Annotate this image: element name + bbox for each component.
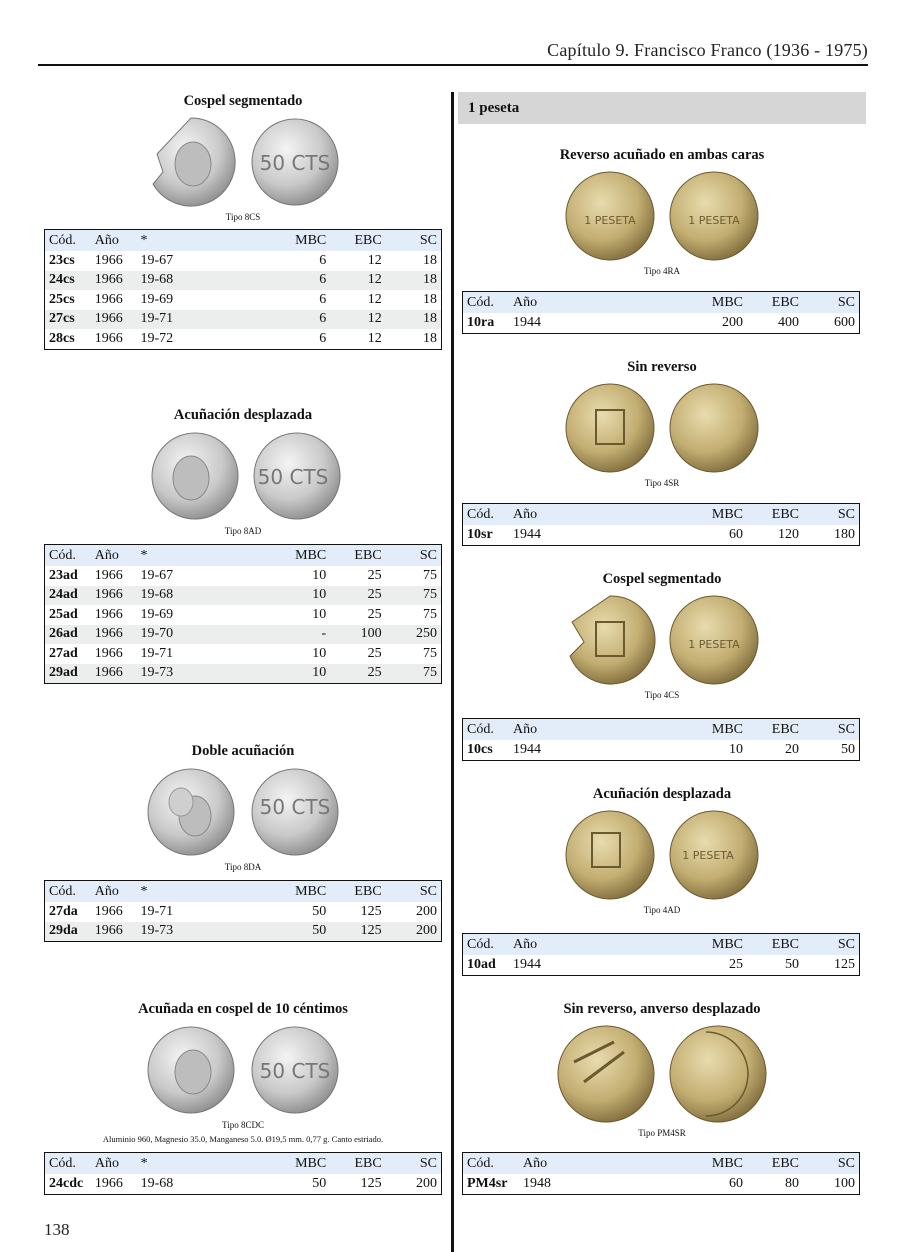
code-cell: PM4sr <box>467 1175 508 1191</box>
mbc-cell: 200 <box>722 314 743 330</box>
section-title: Acuñada en cospel de 10 céntimos <box>138 1001 348 1017</box>
chapter-title: Capítulo 9. Francisco Franco (1936 - 1975) <box>547 40 868 60</box>
coin-reverse-image <box>666 807 762 903</box>
section-title: Sin reverso, anverso desplazado <box>563 1001 761 1017</box>
table-row <box>45 271 442 291</box>
col-header-code: Cód. <box>463 934 510 956</box>
mbc-cell: 10 <box>312 645 327 661</box>
col-header-code: Cód. <box>463 504 510 526</box>
col-header-year: Año <box>91 881 137 903</box>
col-header-year: Año <box>509 934 697 956</box>
code-cell: 29ad <box>45 664 91 684</box>
year-cell: 1944 <box>513 526 541 542</box>
col-header-ebc: EBC <box>330 881 385 903</box>
col-header-sc: SC <box>386 1153 442 1175</box>
coin-type-label: Tipo 8AD <box>224 526 262 536</box>
code-cell: 24cs <box>45 271 91 291</box>
table-row <box>45 644 442 664</box>
section-title: Cospel segmentado <box>183 93 303 109</box>
table-row <box>45 664 442 684</box>
col-header-year: Año <box>91 545 137 567</box>
mbc-cell: 6 <box>319 291 327 307</box>
price-table-sr <box>462 503 860 546</box>
coin-spec: Aluminio 960, Magnesio 35.0, Manganeso 5.0. Ø19,5 mm. 0,77 g. Canto estriado. <box>102 1134 384 1144</box>
price-table-cs <box>44 229 442 350</box>
column-divider <box>451 92 454 1252</box>
ebc-cell: 12 <box>367 291 382 307</box>
coin-images <box>462 592 862 688</box>
star-cell: 19-73 <box>136 664 291 684</box>
sc-cell: 75 <box>423 606 437 622</box>
ebc-cell: 12 <box>367 330 382 346</box>
code-cell: 24cdc <box>49 1175 84 1191</box>
sc-cell: 18 <box>423 252 437 268</box>
year-cell: 1966 <box>94 252 123 268</box>
coin-obverse-image <box>562 807 658 903</box>
col-header-sc: SC <box>803 1153 860 1175</box>
coin-obverse-image <box>562 168 658 264</box>
table-row <box>45 605 442 625</box>
price-table-cdc <box>44 1152 442 1195</box>
col-header-year: Año <box>509 292 697 314</box>
star-cell: 19-69 <box>140 291 174 307</box>
code-cell: 25cs <box>49 291 75 307</box>
ebc-cell: 25 <box>330 664 385 684</box>
col-header-code: Cód. <box>45 545 91 567</box>
star-cell: 19-68 <box>140 1175 174 1191</box>
ebc-cell: 20 <box>785 741 799 757</box>
coin-obverse-image <box>143 114 239 210</box>
section-title: Acuñación desplazada <box>173 407 313 423</box>
col-header-mbc: MBC <box>697 719 747 741</box>
coin-legend: 50 CTS <box>259 1059 331 1083</box>
mbc-cell: 6 <box>319 330 327 346</box>
sc-cell: 100 <box>834 1175 855 1191</box>
sc-cell: 75 <box>386 586 442 606</box>
coin-reverse-image <box>666 592 762 688</box>
star-cell: 19-71 <box>140 645 174 661</box>
year-cell: 1966 <box>91 625 137 645</box>
col-header-sc: SC <box>386 881 442 903</box>
code-cell: 24ad <box>45 586 91 606</box>
coin-type-label: Tipo 8CS <box>225 212 261 222</box>
col-header-mbc: MBC <box>697 934 747 956</box>
year-cell: 1966 <box>94 330 123 346</box>
mbc-cell: 10 <box>729 741 743 757</box>
mbc-cell: 60 <box>729 1175 743 1191</box>
star-cell: 19-71 <box>136 310 291 330</box>
coin-images <box>462 807 862 903</box>
code-cell: 27cs <box>45 310 91 330</box>
ebc-cell: 120 <box>778 526 799 542</box>
mbc-cell: 10 <box>312 567 327 583</box>
sc-cell: 18 <box>423 330 437 346</box>
sc-cell: 18 <box>386 310 442 330</box>
coin-type-label: Tipo 4AD <box>643 905 681 915</box>
mbc-cell: 50 <box>312 903 327 919</box>
coin-type-label: Tipo 4CS <box>644 690 680 700</box>
coin-reverse-image <box>247 114 343 210</box>
col-header-year: Año <box>509 504 697 526</box>
sc-cell: 18 <box>386 271 442 291</box>
table-row <box>45 625 442 645</box>
coin-obverse-image <box>143 764 239 860</box>
col-header-sc: SC <box>386 545 442 567</box>
year-cell: 1966 <box>91 271 137 291</box>
code-cell: 27ad <box>49 645 78 661</box>
table-row <box>463 525 860 545</box>
col-header-sc: SC <box>803 504 860 526</box>
coin-reverse-image <box>666 168 762 264</box>
col-header-code: Cód. <box>45 881 91 903</box>
price-table-pm4sr <box>462 1152 860 1195</box>
year-cell: 1966 <box>94 606 123 622</box>
col-header-ebc: EBC <box>747 504 803 526</box>
coin-obverse-image <box>554 1022 658 1126</box>
coin-legend: 50 CTS <box>257 465 329 489</box>
sc-cell: 250 <box>386 625 442 645</box>
mbc-cell: 10 <box>291 664 330 684</box>
code-cell: 25ad <box>49 606 78 622</box>
price-table-ad <box>44 544 442 684</box>
year-cell: 1944 <box>513 956 541 972</box>
table-row <box>45 251 442 271</box>
col-header-ebc: EBC <box>747 292 803 314</box>
col-header-sc: SC <box>803 934 860 956</box>
coin-legend: 1 PESETA <box>688 214 740 227</box>
year-cell: 1966 <box>91 586 137 606</box>
col-header-mbc: MBC <box>697 504 747 526</box>
coin-legend: 1 PESETA <box>688 638 740 651</box>
col-header-mbc: MBC <box>697 1153 747 1175</box>
coin-images <box>462 168 862 264</box>
ebc-cell: 25 <box>330 586 385 606</box>
col-header-year: Año <box>91 1153 137 1175</box>
sc-cell: 18 <box>423 291 437 307</box>
star-cell: 19-68 <box>136 586 291 606</box>
section-cospel-10-centimos <box>43 1001 443 1144</box>
star-cell: 19-70 <box>136 625 291 645</box>
sc-cell: 180 <box>834 526 855 542</box>
coin-reverse-image <box>249 428 345 524</box>
coin-type-label: Tipo PM4SR <box>638 1128 686 1138</box>
year-cell: 1966 <box>94 291 123 307</box>
coin-images <box>43 428 443 524</box>
sc-cell: 75 <box>423 645 437 661</box>
sc-cell: 600 <box>834 314 855 330</box>
col-header-ebc: EBC <box>747 1153 803 1175</box>
sc-cell: 50 <box>841 741 855 757</box>
col-header-ebc: EBC <box>330 545 385 567</box>
ebc-cell: 80 <box>785 1175 799 1191</box>
year-cell: 1966 <box>94 903 123 919</box>
mbc-cell: - <box>291 625 330 645</box>
coin-images <box>43 1022 443 1118</box>
coin-obverse-image <box>143 1022 239 1118</box>
ebc-cell: 400 <box>778 314 799 330</box>
col-header-year: Año <box>509 719 697 741</box>
ebc-cell: 12 <box>330 310 385 330</box>
mbc-cell: 50 <box>291 922 330 942</box>
code-cell: 10ad <box>467 956 496 972</box>
coin-obverse-image <box>562 380 658 476</box>
coin-reverse-image <box>247 764 343 860</box>
price-table-ad-1pta <box>462 933 860 976</box>
year-cell: 1966 <box>94 645 123 661</box>
col-header-code: Cód. <box>45 230 91 252</box>
col-header-star: * <box>136 881 291 903</box>
coin-legend: 50 CTS <box>259 795 331 819</box>
mbc-cell: 6 <box>291 271 330 291</box>
sc-cell: 75 <box>386 664 442 684</box>
coin-type-label: Tipo 8DA <box>224 862 262 872</box>
year-cell: 1948 <box>523 1175 551 1191</box>
sc-cell: 200 <box>416 903 437 919</box>
table-row <box>463 313 860 333</box>
section-sin-reverso-anverso-desplazado <box>462 1001 862 1138</box>
coin-images <box>43 114 443 210</box>
ebc-cell: 25 <box>367 645 382 661</box>
coin-obverse-image <box>562 592 658 688</box>
code-cell: 23ad <box>49 567 78 583</box>
coin-images <box>462 380 862 476</box>
header-rule <box>38 64 868 66</box>
ebc-cell: 12 <box>367 252 382 268</box>
col-header-mbc: MBC <box>291 230 330 252</box>
code-cell: 10ra <box>467 314 495 330</box>
mbc-cell: 10 <box>312 606 327 622</box>
star-cell: 19-68 <box>136 271 291 291</box>
ebc-cell: 125 <box>360 903 382 919</box>
year-cell: 1944 <box>513 741 541 757</box>
coin-blank-image <box>666 380 762 476</box>
star-cell: 19-69 <box>140 606 174 622</box>
star-cell: 19-71 <box>140 903 174 919</box>
col-header-star: * <box>136 545 291 567</box>
star-cell: 19-67 <box>140 252 174 268</box>
col-header-code: Cód. <box>45 1153 91 1175</box>
section-title: Doble acuñación <box>191 743 295 759</box>
code-cell: 29da <box>45 922 91 942</box>
code-cell: 23cs <box>49 252 75 268</box>
col-header-ebc: EBC <box>330 1153 385 1175</box>
col-header-year: Año <box>91 230 137 252</box>
year-cell: 1944 <box>513 314 541 330</box>
section-title: Reverso acuñado en ambas caras <box>559 147 765 163</box>
coin-reverse-image <box>247 1022 343 1118</box>
section-cospel-segmentado-50cts <box>43 93 443 222</box>
section-reverso-ambas-caras <box>462 147 862 276</box>
mbc-cell: 60 <box>729 526 743 542</box>
section-cospel-segmentado-1pta <box>462 571 862 700</box>
price-table-cs-1pta <box>462 718 860 761</box>
col-header-ebc: EBC <box>330 230 385 252</box>
mbc-cell: 25 <box>729 956 743 972</box>
table-row <box>45 1174 442 1194</box>
mbc-cell: 10 <box>291 586 330 606</box>
year-cell: 1966 <box>94 1175 123 1191</box>
table-row <box>463 740 860 760</box>
mbc-cell: 6 <box>319 252 327 268</box>
table-row <box>45 902 442 922</box>
section-title: Acuñación desplazada <box>592 786 732 802</box>
code-cell: 28cs <box>49 330 75 346</box>
table-row <box>463 1174 860 1194</box>
year-cell: 1966 <box>91 922 137 942</box>
section-title: Sin reverso <box>627 359 697 375</box>
col-header-sc: SC <box>803 719 860 741</box>
star-cell: 19-73 <box>136 922 291 942</box>
col-header-mbc: MBC <box>291 881 330 903</box>
ebc-cell: 100 <box>330 625 385 645</box>
col-header-year: Año <box>519 1153 697 1175</box>
mbc-cell: 6 <box>291 310 330 330</box>
table-row <box>463 955 860 975</box>
coin-legend: 1 PESETA <box>682 849 734 862</box>
ebc-cell: 25 <box>367 567 382 583</box>
col-header-sc: SC <box>386 230 442 252</box>
ebc-cell: 50 <box>785 956 799 972</box>
year-cell: 1966 <box>91 310 137 330</box>
col-header-sc: SC <box>803 292 860 314</box>
year-cell: 1966 <box>91 664 137 684</box>
sc-cell: 75 <box>423 567 437 583</box>
col-header-mbc: MBC <box>697 292 747 314</box>
ebc-cell: 125 <box>360 1175 382 1191</box>
page-number: 138 <box>44 1220 70 1239</box>
mbc-cell: 50 <box>312 1175 327 1191</box>
sc-cell: 125 <box>834 956 855 972</box>
coin-legend: 1 PESETA <box>584 214 636 227</box>
table-row <box>45 329 442 349</box>
section-acunacion-desplazada-1pta <box>462 786 862 915</box>
coin-type-label: Tipo 4SR <box>644 478 680 488</box>
section-acunacion-desplazada-50cts <box>43 407 443 536</box>
denomination-heading: 1 peseta <box>458 92 866 124</box>
ebc-cell: 125 <box>330 922 385 942</box>
col-header-code: Cód. <box>463 292 510 314</box>
year-cell: 1966 <box>94 567 123 583</box>
coin-images <box>462 1022 862 1126</box>
price-table-da <box>44 880 442 942</box>
sc-cell: 200 <box>386 922 442 942</box>
col-header-mbc: MBC <box>291 545 330 567</box>
star-cell: 19-72 <box>140 330 174 346</box>
ebc-cell: 12 <box>330 271 385 291</box>
coin-legend: 50 CTS <box>259 151 331 175</box>
code-cell: 10sr <box>467 526 493 542</box>
table-row <box>45 922 442 942</box>
code-cell: 27da <box>49 903 78 919</box>
code-cell: 10cs <box>467 741 493 757</box>
col-header-code: Cód. <box>463 719 510 741</box>
col-header-ebc: EBC <box>747 719 803 741</box>
table-row <box>45 566 442 586</box>
ebc-cell: 25 <box>367 606 382 622</box>
coin-type-label: Tipo 4RA <box>644 266 680 276</box>
coin-blank-image <box>666 1022 770 1126</box>
table-row <box>45 290 442 310</box>
coin-type-label: Tipo 8CDC <box>222 1120 264 1130</box>
table-row <box>45 586 442 606</box>
col-header-mbc: MBC <box>291 1153 330 1175</box>
table-row <box>45 310 442 330</box>
col-header-code: Cód. <box>463 1153 520 1175</box>
col-header-ebc: EBC <box>747 934 803 956</box>
star-cell: 19-67 <box>140 567 174 583</box>
col-header-star: * <box>136 230 291 252</box>
section-doble-acunacion-50cts <box>43 743 443 872</box>
section-title: Cospel segmentado <box>602 571 722 587</box>
price-table-ra <box>462 291 860 334</box>
coin-images <box>43 764 443 860</box>
sc-cell: 200 <box>416 1175 437 1191</box>
col-header-star: * <box>137 1153 292 1175</box>
code-cell: 26ad <box>45 625 91 645</box>
coin-obverse-image <box>141 428 241 524</box>
section-sin-reverso <box>462 359 862 488</box>
